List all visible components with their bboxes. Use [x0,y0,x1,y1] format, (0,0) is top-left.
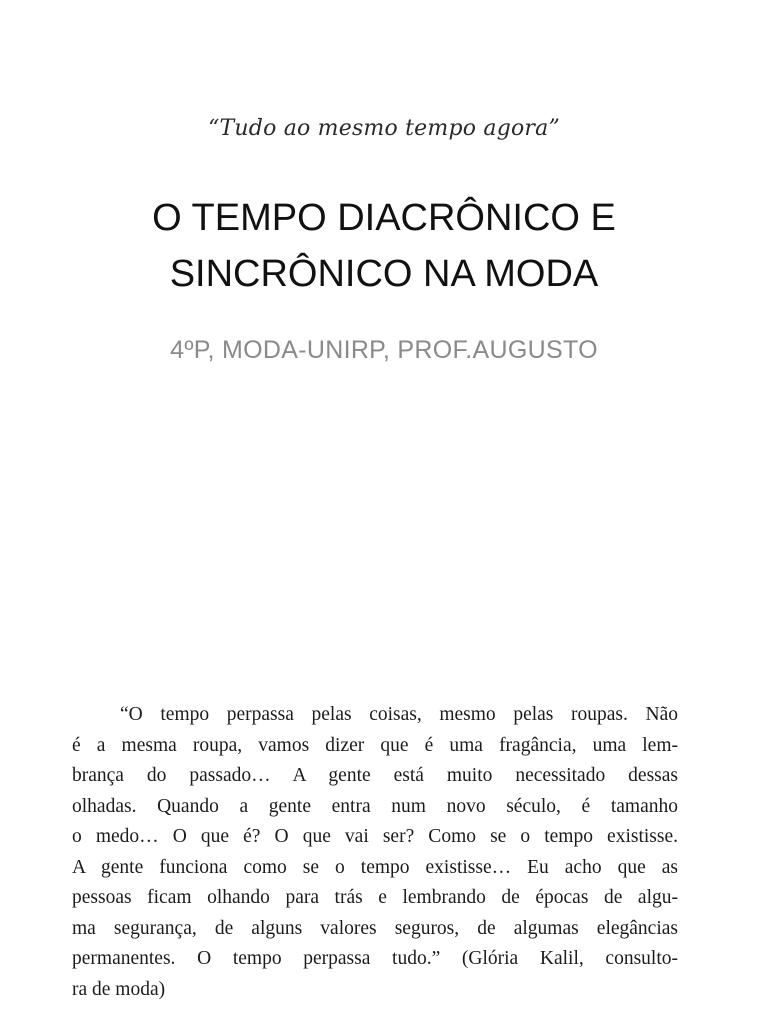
epigraph: “Tudo ao mesmo tempo agora” [208,116,560,141]
quote-line: ma segurança, de alguns valores seguros, de algumas elegâncias [72,917,678,939]
quote-block [72,700,678,1005]
title-line-1: O TEMPO DIACRÔNICO E [152,197,616,239]
quote-line: permanentes. O tempo perpassa tudo.” (Glória Kalil, consulto- [72,948,678,969]
quote-line: A gente funciona como se o tempo existisse… Eu acho que as [72,856,678,878]
title-line-2: SINCRÔNICO NA MODA [169,253,599,295]
page-title [40,190,728,302]
quote-line: o medo… O que é? O que vai ser? Como se o tempo existisse. [72,826,678,847]
quote-line: brança do passado… A gente está muito necessitado dessas [72,765,678,786]
quote-line: olhadas. Quando a gente entra num novo século, é tamanho [72,795,678,817]
quote-line: é a mesma roupa, vamos dizer que é uma fragância, uma lem- [72,734,678,756]
quote-line: pessoas ficam olhando para trás e lembrando de épocas de algu- [72,887,678,908]
subtitle: 4ºP, MODA-UNIRP, PROF.AUGUSTO [170,336,598,364]
quote-line: ra de moda) [72,978,166,1000]
quote-line: “O tempo perpassa pelas coisas, mesmo pelas roupas. Não [120,704,678,725]
